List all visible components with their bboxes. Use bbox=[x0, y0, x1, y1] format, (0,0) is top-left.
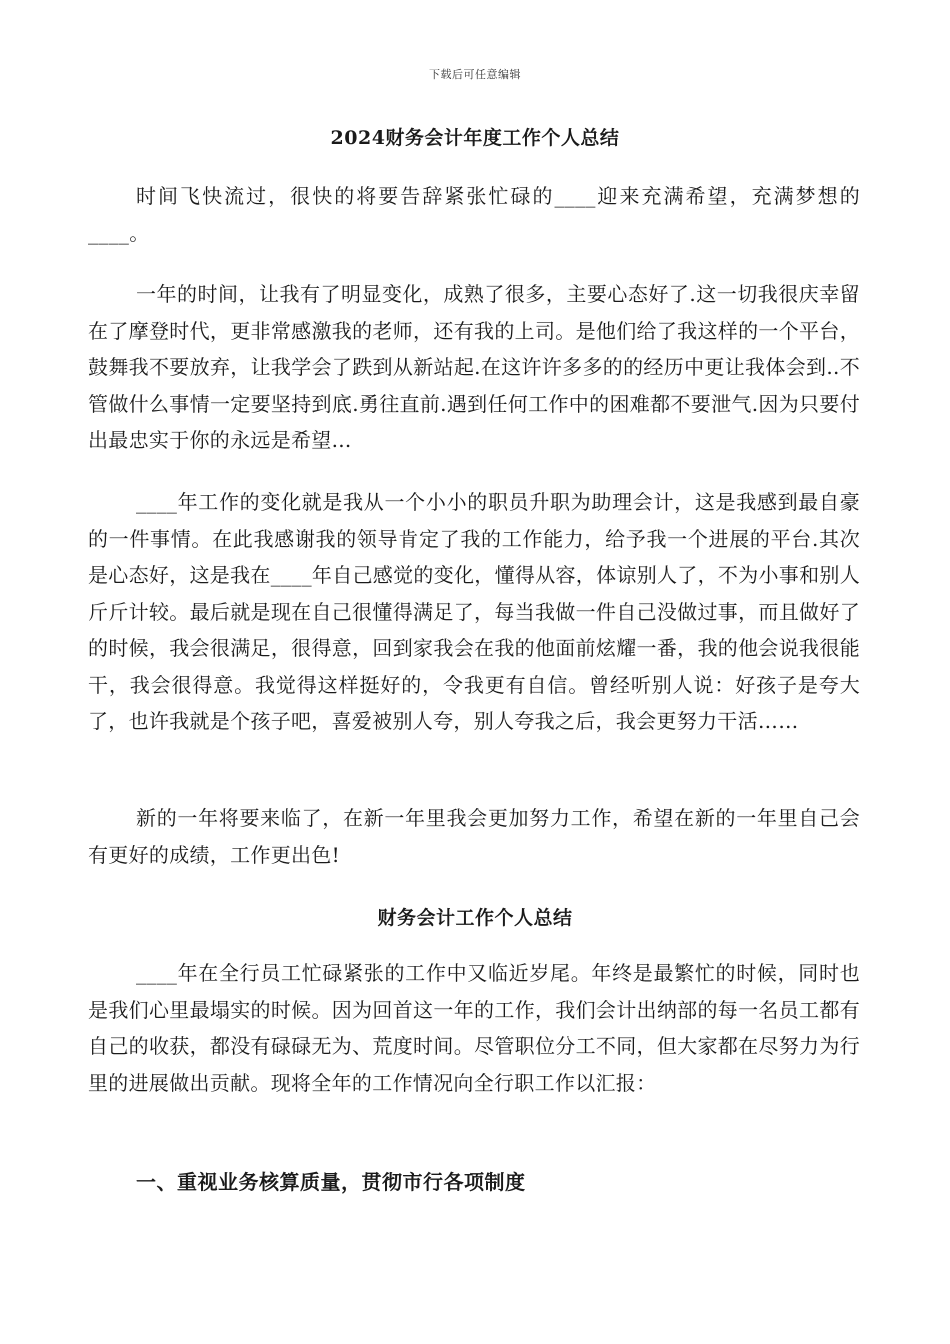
paragraph-2: 一年的时间，让我有了明显变化，成熟了很多，主要心态好了.这一切我很庆幸留在了摩登时代，更非常感激我的老师，还有我的上司。是他们给了我这样的一个平台，鼓舞我不要放弃，让我学会了跌到从新站起.在这许许多多的的经历中更让我体会到..不管做什么事情一定要坚持到底.勇往直前.遇到任何工作中的困难都不要泄气.因为只要付出最忠实于你的永远是希望... bbox=[88, 282, 860, 452]
paragraph-5: ____年在全行员工忙碌紧张的工作中又临近岁尾。年终是最繁忙的时候，同时也是我们心里最塌实的时候。因为回首这一年的工作，我们会计出纳部的每一名员工都有自己的收获，都没有碌碌无为、荒度时间。尽管职位分工不同，但大家都在尽努力为行里的进展做出贡献。现将全年的工作情况向全行职工作以汇报： bbox=[88, 961, 860, 1095]
section-heading: 一、重视业务核算质量，贯彻市行各项制度 bbox=[136, 1170, 526, 1194]
document-title: 2024财务会计年度工作个人总结 bbox=[330, 127, 620, 149]
paragraph-1: 时间飞快流过，很快的将要告辞紧张忙碌的____迎来充满希望，充满梦想的____。 bbox=[88, 184, 860, 245]
header-note: 下载后可任意编辑 bbox=[429, 68, 521, 81]
paragraph-3: ____年工作的变化就是我从一个小小的职员升职为助理会计，这是我感到最自豪的一件事情。在此我感谢我的领导肯定了我的工作能力，给予我一个进展的平台.其次是心态好，这是我在____年自己感觉的变化，懂得从容，体谅别人了，不为小事和别人斤斤计较。最后就是现在自己很懂得满足了，每当我做一件自己没做过事，而且做好了的时候，我会很满足，很得意，回到家我会在我的他面前炫耀一番，我的他会说我很能干，我会很得意。我觉得这样挺好的，令我更有自信。曾经听别人说：好孩子是夸大了，也许我就是个孩子吧，喜爱被别人夸，别人夸我之后，我会更努力干活…… bbox=[88, 490, 860, 733]
paragraph-4: 新的一年将要来临了，在新一年里我会更加努力工作，希望在新的一年里自己会有更好的成绩，工作更出色! bbox=[88, 806, 860, 867]
section-subtitle: 财务会计工作个人总结 bbox=[377, 907, 573, 929]
